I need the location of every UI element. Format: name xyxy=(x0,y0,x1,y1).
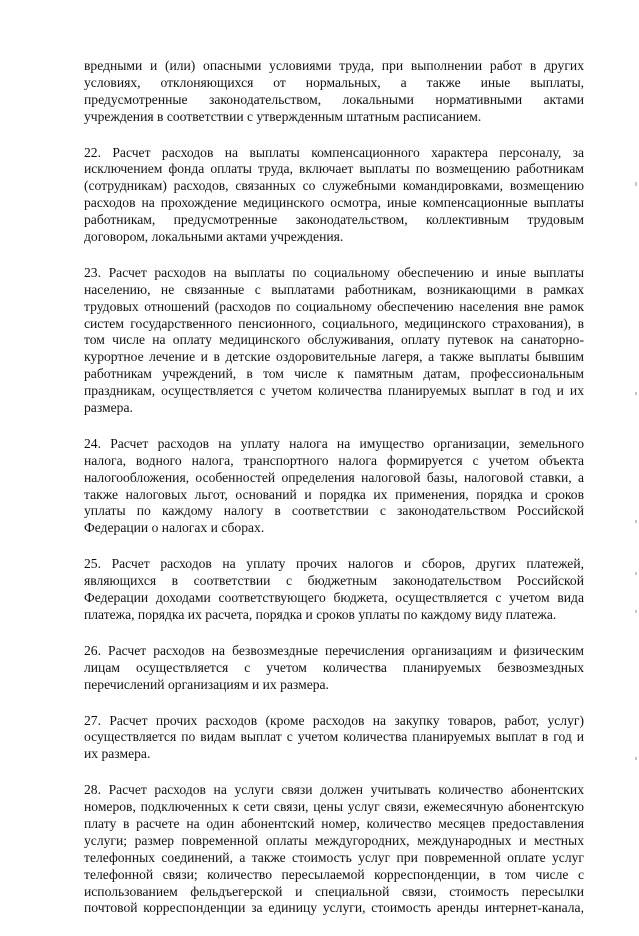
text-line: использованием фельдъегерской и специальной связи, стоимость пересылки xyxy=(84,883,584,899)
scan-mark xyxy=(635,520,637,523)
text-line: уплаты по каждому налогу в соответствии с законодательством Российской xyxy=(84,503,584,519)
text-line: 23. Расчет расходов на выплаты по социальному обеспечению и иные выплаты xyxy=(84,264,584,280)
text-line: являющихся в соответствии с бюджетным законодательством Российской xyxy=(84,573,584,589)
text-line: почтовой корреспонденции за единицу услуги, стоимость аренды интернет-канала, xyxy=(84,900,584,916)
text-line: их размера. xyxy=(84,746,151,762)
paragraph-p22 xyxy=(84,145,584,246)
text-line: 22. Расчет расходов на выплаты компенсационного характера персоналу, за xyxy=(84,144,584,160)
text-line: учреждения в соответствии с утвержденным штатным расписанием. xyxy=(84,108,482,124)
scan-mark xyxy=(635,392,637,395)
text-line: договором, локальными актами учреждения. xyxy=(84,229,344,245)
text-line: 24. Расчет расходов на уплату налога на имущество организации, земельного xyxy=(84,435,584,451)
paragraph-p23 xyxy=(84,265,584,417)
text-line: предусмотренные законодательством, локальными нормативными актами xyxy=(84,91,584,107)
text-line: работникам, предусмотренные законодательством, коллективным трудовым xyxy=(84,212,584,228)
text-line: услуги; размер повременной оплаты междугородних, международных и местных xyxy=(84,832,584,848)
text-line: телефонной связи; количество пересылаемой корреспонденции, в том числе с xyxy=(84,866,584,882)
scan-mark xyxy=(635,182,637,186)
paragraph-p27 xyxy=(84,713,584,764)
text-line: осуществляется по видам выплат с учетом количества планируемых выплат в год и xyxy=(84,729,584,745)
text-line: курортное лечение и в детские оздоровительные лагеря, а также выплаты бывшим xyxy=(84,349,584,365)
paragraph-p26 xyxy=(84,643,584,694)
text-line: 27. Расчет прочих расходов (кроме расходов на закупку товаров, работ, услуг) xyxy=(84,712,584,728)
text-line: работникам учреждений, в том числе к памятным датам, профессиональным xyxy=(84,366,584,382)
text-line: плату в расчете на один абонентский номер, количество месяцев предоставления xyxy=(84,815,584,831)
text-line: исключением фонда оплаты труда, включает выплаты по возмещению работникам xyxy=(84,161,584,177)
text-line: праздникам, осуществляется с учетом количества планируемых выплат в год и их xyxy=(84,383,584,399)
scan-mark xyxy=(635,572,637,575)
text-line: вредными и (или) опасными условиями труда, при выполнении работ в других xyxy=(84,58,584,73)
text-line: перечислений организациям и их размера. xyxy=(84,676,329,692)
paragraph-p21-continued xyxy=(84,58,584,126)
text-line: расходов на прохождение медицинского осмотра, иные компенсационные выплаты xyxy=(84,195,584,211)
text-line: лицам осуществляется с учетом количества планируемых безвозмездных xyxy=(84,659,584,675)
text-line: 28. Расчет расходов на услуги связи должен учитывать количество абонентских xyxy=(84,782,584,798)
text-line: налогообложения, особенностей определения налоговой базы, налоговой ставки, а xyxy=(84,469,584,485)
scan-mark xyxy=(635,757,637,760)
text-line: номеров, подключенных к сети связи, цены услуг связи, ежемесячную абонентскую xyxy=(84,799,584,815)
paragraph-p25 xyxy=(84,556,584,624)
text-line: 26. Расчет расходов на безвозмездные перечисления организациям и физическим xyxy=(84,642,584,658)
text-line: размера. xyxy=(84,400,133,416)
text-line: Федерации о налогах и сборах. xyxy=(84,520,265,536)
paragraph-p28 xyxy=(84,782,584,917)
text-line: том числе на оплату медицинского обслуживания, оплату путевок на санаторно- xyxy=(84,332,584,348)
text-line: (сотрудникам) расходов, связанных со служебными командировками, возмещению xyxy=(84,178,584,194)
text-line: условиях, отклоняющихся от нормальных, а также иные выплаты, xyxy=(84,74,584,90)
text-line: систем государственного пенсионного, социального, медицинского страхования), в xyxy=(84,315,584,331)
document-body xyxy=(84,58,584,936)
scan-mark xyxy=(635,610,637,613)
text-line: населению, не связанные с выплатами работникам, возникающими в рамках xyxy=(84,281,584,297)
paragraph-p24 xyxy=(84,436,584,537)
text-line: трудовых отношений (расходов по социальному обеспечению населения вне рамок xyxy=(84,298,584,314)
text-line: платежа, порядка их расчета, порядка и сроков уплаты по каждому виду платежа. xyxy=(84,606,557,622)
text-line: налога, водного налога, транспортного налога формируется с учетом объекта xyxy=(84,452,584,468)
text-line: также налоговых льгот, оснований и порядка их применения, порядка и сроков xyxy=(84,486,584,502)
text-line: Федерации доходами соответствующего бюджета, осуществляется с учетом вида xyxy=(84,590,584,606)
text-line: телефонных соединений, а также стоимость услуг при повременной оплате услуг xyxy=(84,849,584,865)
text-line: 25. Расчет расходов на уплату прочих налогов и сборов, других платежей, xyxy=(84,556,584,572)
